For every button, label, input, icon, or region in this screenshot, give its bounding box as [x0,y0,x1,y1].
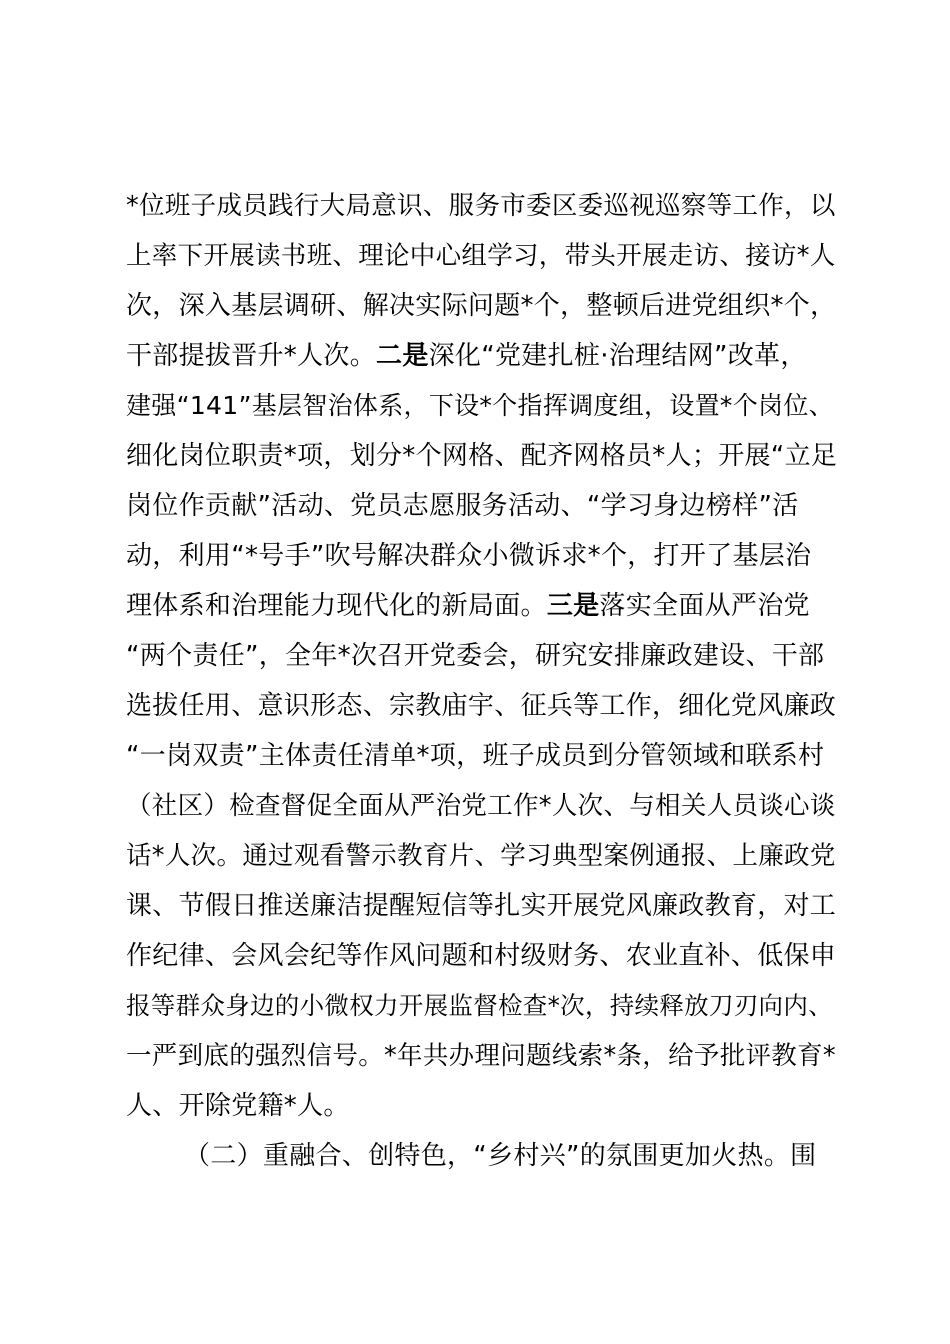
text-line [126,881,846,931]
text-line [126,281,846,331]
text-line [126,481,846,531]
text-segment: （社区）检查督促全面从严治党工作*人次、与相关人员谈心谈 [126,791,836,821]
text-segment: 理体系和治理能力现代化的新局面。 [126,591,547,621]
text-line [126,581,846,631]
text-segment: 建强“141”基层智治体系，下设*个指挥调度组，设置*个岗位、 [126,391,834,420]
text-line [126,731,846,781]
text-segment: *位班子成员践行大局意识、服务市委区委巡视巡察等工作，以 [126,191,836,221]
text-line [126,981,846,1031]
text-line [126,1081,846,1131]
text-segment: 报等群众身边的小微权力开展监督检查*次，持续释放刀刃向内、 [126,991,833,1020]
bold-lead-phrase: 三是 [546,591,600,621]
text-line [126,531,846,581]
text-segment: 一严到底的强烈信号。*年共办理问题线索*条，给予批评教育* [126,1041,836,1071]
text-line [184,1131,846,1181]
text-line [126,931,846,981]
text-segment: 上率下开展读书班、理论中心组学习，带头开展走访、接访*人 [126,241,836,271]
text-segment: 干部提拔晋升*人次。 [126,341,377,371]
text-segment: 动，利用“*号手”吹号解决群众小微诉求*个，打开了基层治 [126,541,812,571]
text-segment: 作纪律、会风会纪等作风问题和村级财务、农业直补、低保申 [126,941,837,971]
text-segment: 人、开除党籍*人。 [126,1091,350,1121]
text-segment: （二）重融合、创特色，“乡村兴”的氛围更加火热。围 [184,1141,817,1171]
text-segment: “两个责任”，全年*次召开党委会，研究安排廉政建设、干部 [126,641,825,671]
text-line [126,631,846,681]
text-segment: 深化“党建扎桩·治理结网”改革， [428,341,807,371]
text-segment: 课、节假日推送廉洁提醒短信等扎实开展党风廉政教育，对工 [126,891,837,921]
text-line [126,381,846,431]
text-line [126,331,846,381]
text-line [126,1031,846,1081]
text-segment: 细化岗位职责*项，划分*个网格、配齐网格员*人；开展“立足 [126,441,838,471]
text-segment: 落实全面从严治党 [599,591,810,621]
text-segment: 话*人次。通过观看警示教育片、学习典型案例通报、上廉政党 [126,841,836,871]
text-line [126,181,846,231]
text-line [126,431,846,481]
bold-lead-phrase: 二是 [376,341,429,371]
text-segment: 选拔任用、意识形态、宗教庙宇、征兵等工作，细化党风廉政 [126,691,837,721]
text-segment: “一岗双责”主体责任清单*项，班子成员到分管领域和联系村 [126,741,825,771]
text-line [126,231,846,281]
text-segment: 岗位作贡献”活动、党员志愿服务活动、“学习身边榜样”活 [126,491,799,521]
text-line [126,831,846,881]
text-line [126,781,846,831]
text-segment: 次，深入基层调研、解决实际问题*个，整顿后进党组织*个， [126,291,837,321]
text-line [126,681,846,731]
